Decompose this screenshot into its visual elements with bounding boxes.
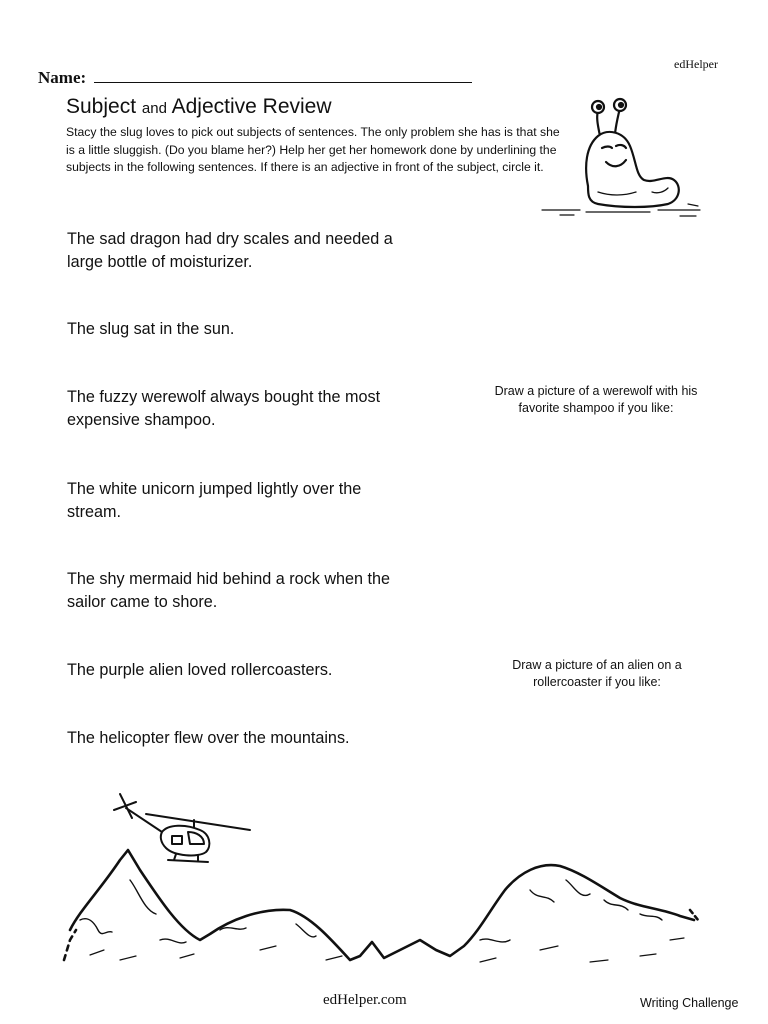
name-line[interactable] (94, 68, 472, 83)
prompt-werewolf: Draw a picture of a werewolf with his favorite shampoo if you like: (494, 384, 698, 415)
footer-site: edHelper.com (323, 992, 407, 1008)
instructions: Stacy the slug loves to pick out subjects of sentences. The only problem she has is that she is a little sluggish. (Do you blame her?) Help her get her homework done by underlining the subjects in the following sentences. If there is an adjective in front of the subject, circle it. (66, 125, 560, 174)
sentence-2: The slug sat in the sun. (67, 320, 235, 338)
slug-icon (540, 96, 705, 221)
name-field[interactable] (38, 68, 472, 88)
sentence-7: The helicopter flew over the mountains. (67, 729, 350, 747)
sentence-5: The shy mermaid hid behind a rock when the sailor came to shore. (67, 570, 391, 611)
title-subject: Subject (66, 95, 137, 118)
name-label: Name: (38, 68, 87, 87)
sentence-1: The sad dragon had dry scales and needed a large bottle of moisturizer. (67, 230, 393, 271)
sentence-3: The fuzzy werewolf always bought the most expensive shampoo. (67, 388, 381, 429)
sentence-4: The white unicorn jumped lightly over the stream. (67, 480, 362, 521)
page-title (66, 95, 332, 119)
helicopter-icon (110, 792, 255, 867)
title-and: and (141, 100, 167, 117)
sentence-6: The purple alien loved rollercoasters. (67, 661, 333, 679)
brand-top: edHelper (674, 57, 718, 71)
prompt-alien: Draw a picture of an alien on a rollercoaster if you like: (512, 658, 682, 689)
title-rest: Adjective Review (171, 95, 332, 118)
footer-label: Writing Challenge (640, 996, 739, 1010)
